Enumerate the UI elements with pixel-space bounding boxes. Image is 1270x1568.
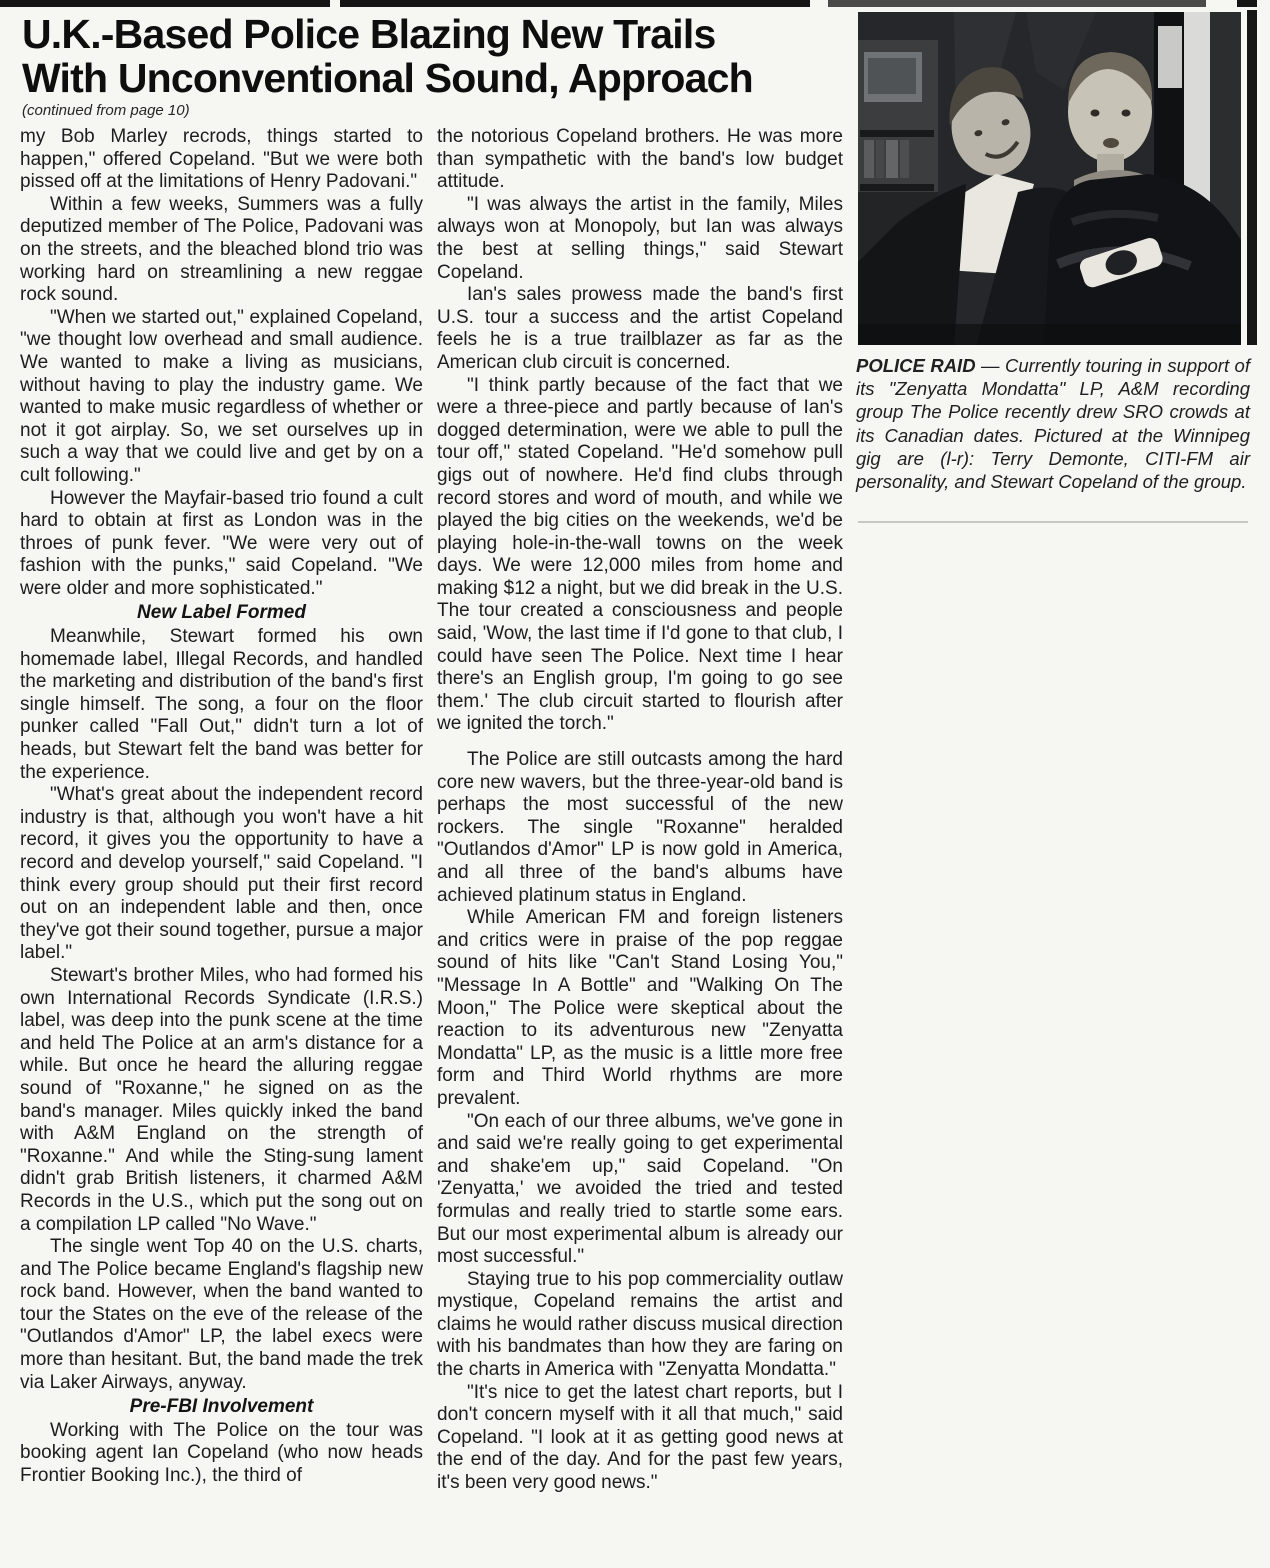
photo-caption-text: — Currently touring in support of its "Zenyatta Mondatta" LP, A&M recording group The Police recently drew SRO crowds at its Canadian dates. Pictured at the Winnipeg gig are (l-r): Terry Demonte, CITI-FM air personality, and Stewart Copeland of the group. (856, 355, 1250, 493)
article-paragraph: "I was always the artist in the family, Miles always won at Monopoly, but Ian was always the best at selling things," said Stewart Copeland. (437, 193, 843, 283)
article-paragraph: While American FM and foreign listeners and critics were in praise of the pop reggae sound of hits like "Can't Stand Losing You," "Message In A Bottle" and "Walking On The Moon," The Police were skeptical about the reaction to its adventurous new "Zenyatta Mondatta" LP, as the music is a little more free form and Third World rhythms are more prevalent. (437, 907, 843, 1109)
article-paragraph: Working with The Police on the tour was booking agent Ian Copeland (who now heads Frontier Booking Inc.), the third of (20, 1419, 423, 1487)
article-paragraph: The single went Top 40 on the U.S. charts, and The Police became England's flagship new rock band. However, when the band wanted to tour the States on the eve of the release of the "Outlandos d'Amor" LP, the label execs were more than hesitant. But, the band made the trek via Laker Airways, anyway. (20, 1236, 423, 1393)
article-paragraph: Meanwhile, Stewart formed his own homemade label, Illegal Records, and handled the marketing and distribution of the band's first single himself. The song, a four on the floor punker called "Fall Out," didn't turn a lot of heads, but Stewart felt the band was better for the experience. (20, 626, 423, 783)
article-column-1 (20, 126, 423, 1488)
article-paragraph: "It's nice to get the latest chart reports, but I don't concern myself with it all that much," said Copeland. "I look at it as getting good news at the end of the day. And for the past few years, it's been very good news." (437, 1381, 843, 1494)
caption-underline-rule (858, 521, 1248, 523)
band-photo (858, 12, 1241, 345)
article-paragraph: However the Mayfair-based trio found a cult hard to obtain at first as London was in the throes of punk fever. "We were very out of fashion with the punks," said Copeland. "We were older and more sophisticated." (20, 487, 423, 599)
band-photo-art (858, 12, 1241, 345)
article-paragraph: "I think partly because of the fact that we were a three-piece and partly because of Ian's dogged determination, were we able to pull the tour off," stated Copeland. "He'd somehow pull gigs out of nowhere. He'd find clubs through record stores and word of mouth, and while we played the big cities on the weekends, we'd be playing hole-in-the-wall towns on the week days. We were 12,000 miles from home and making $12 a night, but we did break in the U.S. The tour created a consciousness and people said, 'Wow, the last time if I'd gone to that club, I could have seen The Police. Next time I hear there's an English group, I'm going to go see them.' The club circuit started to flourish after we ignited the torch." (437, 374, 843, 735)
article-headline (22, 12, 852, 100)
article-paragraph: "What's great about the independent record industry is that, although you won't have a hit record, it gives you the opportunity to have a record and develop yourself," said Copeland. "I think every group should put their first record out on an independent lable and then, once they've got their sound together, pursue a major label." (20, 784, 423, 964)
article-paragraph: "On each of our three albums, we've gone in and said we're really going to get experimental and shake'em up," said Copeland. "On 'Zenyatta,' we avoided the tried and tested formulas and really tried to startle some ears. But our most experimental album is already our most successful." (437, 1110, 843, 1268)
article-column-2 (437, 126, 843, 1495)
page-top-crop-strip (1237, 0, 1257, 7)
section-subhead-new-label-formed: New Label Formed (137, 602, 306, 624)
headline-line-2: With Unconventional Sound, Approach (22, 55, 753, 101)
article-paragraph: Stewart's brother Miles, who had formed his own International Records Syndicate (I.R.S.) label, was deep into the punk scene at the time and held The Police at an arm's distance for a while. But once he heard the alluring reggae sound of "Roxanne," he signed on as the band's manager. Miles quickly inked the band with A&M England on the strength of "Roxanne." And while the Sting-sung lament didn't grab British listeners, it charmed A&M Records in the U.S., which put the song out on a compilation LP called "No Wave." (20, 964, 423, 1235)
continued-from-note: (continued from page 10) (22, 102, 190, 119)
article-paragraph: Within a few weeks, Summers was a fully deputized member of The Police, Padovani was on the streets, and the bleached blond trio was working hard on streamlining a new reggae rock sound. (20, 193, 423, 306)
article-paragraph: Staying true to his pop commerciality outlaw mystique, Copeland remains the artist and claims he would rather discuss musical direction with his bandmates than how they are faring on the charts in America with "Zenyatta Mondatta." (437, 1268, 843, 1381)
article-paragraph: Ian's sales prowess made the band's first U.S. tour a success and the artist Copeland feels he is a true trailblazer as far as the American club circuit is concerned. (437, 284, 843, 373)
article-paragraph: my Bob Marley recrods, things started to happen," offered Copeland. "But we were both pissed off at the limitations of Henry Padovani." (20, 126, 423, 193)
page-top-crop-strip (0, 0, 330, 7)
section-subhead-pre-fbi-involvement: Pre-FBI Involvement (129, 1396, 314, 1418)
headline-line-1: U.K.-Based Police Blazing New Trails (22, 11, 716, 57)
page-right-crop-bar (1247, 10, 1257, 345)
page-top-crop-strip (340, 0, 810, 7)
photo-caption (856, 354, 1250, 493)
photo-caption-lead: POLICE RAID (856, 355, 976, 376)
article-paragraph: the notorious Copeland brothers. He was more than sympathetic with the band's low budget attitude. (437, 126, 843, 193)
article-paragraph: The Police are still outcasts among the hard core new wavers, but the three-year-old band is perhaps the most successful of the new rockers. The single "Roxanne" heralded "Outlandos d'Amor" LP is now gold in America, and all three of the band's albums have achieved platinum status in England. (437, 749, 843, 906)
article-paragraph: "When we started out," explained Copeland, "we thought low overhead and small audience. We wanted to make a living as musicians, without having to play the industry game. We wanted to make music regardless of whether or not it got airplay. So, we set ourselves up in such a way that we could live and get by on a cult following." (20, 306, 423, 486)
page-top-crop-strip (828, 0, 1206, 7)
